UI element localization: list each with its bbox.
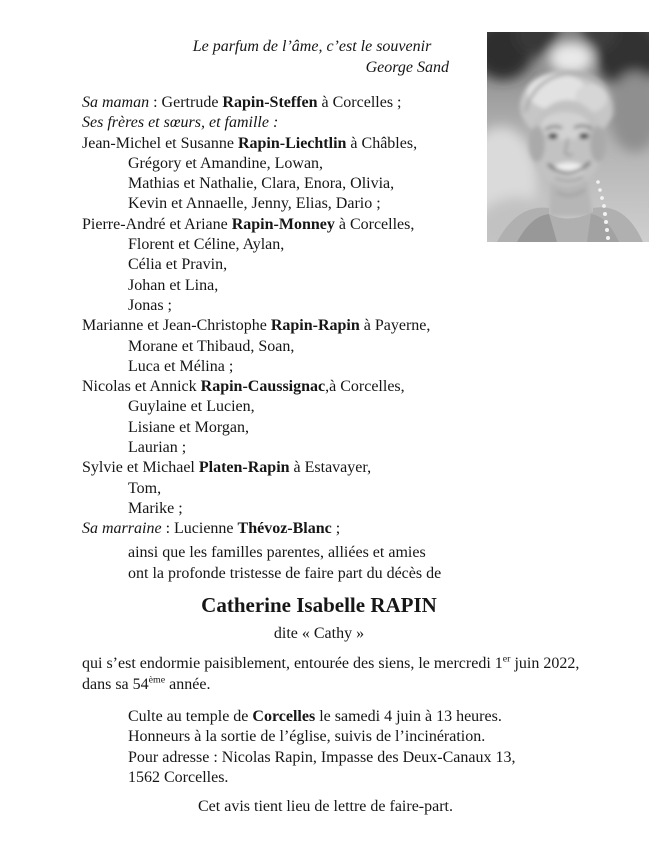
maman-post: à Corcelles ;	[317, 94, 402, 111]
death-notice	[82, 654, 579, 695]
family-line	[82, 397, 430, 417]
family-list	[82, 93, 430, 540]
ceremony-line2: Honneurs à la sortie de l’église, suivis de l’incinération.	[128, 728, 486, 746]
death-line2	[82, 675, 579, 696]
line-text: à Estavayer,	[289, 459, 372, 477]
maman-label: Sa maman	[82, 94, 150, 111]
line-text: Jean-Michel et Susanne	[82, 134, 238, 152]
epigraph-author: George Sand	[365, 59, 449, 76]
marraine-post: ;	[331, 520, 341, 538]
line-text: Morane et Thibaud, Soan,	[128, 337, 295, 355]
death-text: dans sa 54	[82, 675, 149, 693]
marraine-name: Thévoz-Blanc	[237, 520, 332, 538]
family-line	[82, 458, 430, 478]
line-surname: Rapin-Rapin	[270, 317, 360, 335]
line-text: Marike ;	[128, 499, 183, 517]
line-text: Grégory et Amandine, Lowan,	[128, 154, 324, 172]
deceased-nickname: dite « Cathy »	[273, 625, 365, 642]
family-line-maman	[82, 93, 430, 113]
death-text: année.	[165, 675, 211, 693]
family-line	[82, 377, 430, 397]
deceased-block	[82, 592, 556, 643]
ceremony-place: Corcelles	[252, 708, 316, 725]
ceremony-line1	[128, 707, 515, 727]
ordinal-superscript: er	[502, 653, 511, 665]
family-line	[82, 154, 430, 174]
death-line1	[82, 654, 579, 675]
ceremony-text: Culte au temple de	[128, 708, 253, 725]
marraine-label: Sa marraine	[82, 520, 162, 538]
line-text: Johan et Lina,	[128, 276, 219, 294]
family-line	[82, 174, 430, 194]
line-text: Luca et Mélina ;	[128, 357, 234, 375]
line-text: Laurian ;	[128, 439, 187, 457]
line-surname: Rapin-Caussignac	[200, 378, 326, 396]
marraine-mid: : Lucienne	[161, 520, 238, 538]
line-text: Guylaine et Lucien,	[128, 398, 255, 416]
line-text: Tom,	[128, 479, 162, 497]
epigraph-text: Le parfum de l’âme, c’est le souvenir	[192, 38, 432, 55]
family-line	[82, 337, 430, 357]
line-text: Kevin et Annaelle, Jenny, Elias, Dario ;	[128, 195, 381, 213]
deceased-name: Catherine Isabelle RAPIN	[201, 593, 437, 617]
family-line	[82, 194, 430, 214]
announcement-line1: ainsi que les familles parentes, alliées et amies	[128, 544, 426, 561]
line-text: Sylvie et Michael	[82, 459, 199, 477]
portrait-photo-image	[487, 32, 649, 242]
line-text: Nicolas et Annick	[82, 378, 201, 396]
line-text: à Payerne,	[359, 317, 431, 335]
family-intro: Ses frères et sœurs, et famille :	[82, 114, 279, 132]
family-line	[82, 438, 430, 458]
line-text: Lisiane et Morgan,	[128, 418, 250, 436]
line-text: à Corcelles,	[334, 215, 415, 233]
ceremony-text: le samedi 4 juin à 13 heures.	[315, 708, 502, 725]
maman-mid: : Gertrude	[149, 94, 223, 111]
family-line	[82, 215, 430, 235]
family-line-marraine	[82, 519, 430, 539]
portrait-photo	[487, 32, 649, 242]
closing-notice: Cet avis tient lieu de lettre de faire-part.	[198, 798, 453, 815]
family-line	[82, 296, 430, 316]
family-line	[82, 418, 430, 438]
line-surname: Rapin-Liechtlin	[237, 134, 347, 152]
death-text: juin 2022,	[510, 655, 580, 672]
maman-name: Rapin-Steffen	[222, 94, 318, 111]
line-text: à Châbles,	[346, 134, 418, 152]
family-line	[82, 276, 430, 296]
family-line	[82, 316, 430, 336]
line-text: Marianne et Jean-Christophe	[82, 317, 271, 335]
ceremony-line3: Pour adresse : Nicolas Rapin, Impasse des Deux-Canaux 13,	[128, 748, 516, 766]
line-text: Pierre-André et Ariane	[82, 215, 232, 233]
family-line	[82, 255, 430, 275]
family-line	[82, 479, 430, 499]
line-text: Célia et Pravin,	[128, 256, 228, 274]
family-line	[82, 357, 430, 377]
announcement	[128, 542, 441, 584]
announcement-line2: ont la profonde tristesse de faire part du décès de	[128, 565, 442, 582]
line-text: Florent et Céline, Aylan,	[128, 236, 285, 254]
line-surname: Rapin-Monney	[231, 215, 335, 233]
death-text: qui s’est endormie paisiblement, entourée des siens, le mercredi 1	[82, 655, 503, 672]
ceremony-line4: 1562 Corcelles.	[128, 768, 229, 786]
family-line	[82, 499, 430, 519]
family-line	[82, 235, 430, 255]
family-line	[82, 134, 430, 154]
line-text: Mathias et Nathalie, Clara, Enora, Olivia,	[128, 175, 395, 193]
line-text: ,à Corcelles,	[325, 378, 405, 396]
ordinal-superscript: ème	[148, 674, 166, 686]
epigraph	[175, 36, 449, 78]
ceremony-details	[128, 707, 515, 788]
line-surname: Platen-Rapin	[198, 459, 290, 477]
line-text: Jonas ;	[128, 296, 172, 314]
